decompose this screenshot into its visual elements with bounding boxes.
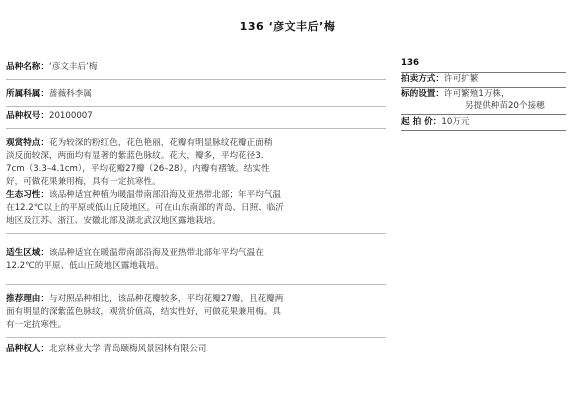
reason-line: 有一定抗寒性。 (6, 320, 67, 330)
auction-method-value: 许可扩繁 (443, 74, 479, 84)
ornamental-line: 7cm（3.3–4.1cm），平均花瓣27瓣（26–28），内瓣有褶皱。结实性 (6, 164, 270, 174)
reason-line: 与对照品种相比，该品种花瓣较多，平均花瓣27瓣，且花瓣两 (48, 294, 284, 304)
ornamental-label: 观赏特点： (6, 138, 49, 148)
right-number-value: 20100007 (48, 111, 93, 121)
start-price-value: 10万元 (441, 117, 470, 127)
reason-label: 推荐理由： (6, 294, 49, 304)
divider (6, 79, 386, 80)
owner-row (6, 343, 378, 356)
page-title: 136 ‘彦文丰后’梅 (239, 20, 336, 33)
divider (6, 233, 386, 234)
ornamental-section (6, 137, 378, 228)
divider (401, 114, 566, 115)
variety-name-value: ‘彦文丰后’梅 (48, 62, 98, 72)
lot-setting-value: 许可繁殖1万株， (443, 89, 510, 99)
divider (6, 337, 386, 338)
auction-method-label: 拍卖方式： (401, 74, 444, 84)
reason-section (6, 293, 378, 332)
divider (6, 128, 386, 129)
auction-method-row (401, 73, 478, 86)
owner-label: 品种权人： (6, 344, 49, 354)
habits-label: 生态习性： (6, 190, 49, 200)
ornamental-line: 好，可做花果兼用梅，具有一定抗寒性。 (6, 177, 161, 187)
habits-line: 该品种适宜种植为暖温带南部沿海及亚热带北部；年平均气温 (48, 190, 282, 200)
variety-name-row (6, 61, 378, 74)
habits-line: 在12.2℃以上的平原或低山丘陵地区。可在山东南部的青岛、日照、临沂 (6, 203, 285, 213)
divider (401, 130, 566, 131)
right-number-row (6, 110, 378, 123)
region-section (6, 247, 378, 273)
divider (6, 106, 386, 107)
lot-setting-label: 标的设置： (401, 89, 444, 99)
family-genus-value: 蔷薇科李属 (48, 89, 92, 99)
start-price-row (401, 116, 469, 129)
reason-line: 面有明显的深紫蓝色脉纹，观赏价值高，结实性好，可做花果兼用梅。具 (6, 307, 282, 317)
lot-setting-extra (401, 100, 545, 113)
right-number-label: 品种权号： (6, 111, 49, 121)
ornamental-line: 淡反面较深，两面均有显著的紫蓝色脉纹。花大，瓣多，平均花径3. (6, 151, 264, 161)
variety-name-label: 品种名称： (6, 62, 49, 72)
family-genus-label: 所属科属： (6, 89, 49, 99)
region-line: 12.2℃的平原、低山丘陵地区露地栽培。 (6, 261, 164, 271)
habits-line: 地区及江苏、浙江、安徽北部及湖北武汉地区露地栽培。 (6, 216, 221, 226)
start-price-label: 起 拍 价： (401, 117, 442, 127)
owner-value: 北京林业大学 青岛颐梅风景园林有限公司 (48, 344, 207, 354)
ornamental-line: 花为较深的粉红色，花色艳丽，花瓣有明显脉纹花瓣正面稍 (48, 138, 273, 148)
divider (6, 284, 386, 285)
region-line: 该品种适宜在暖温带南部沿海及亚热带北部年平均气温在 (48, 248, 264, 258)
lot-setting-value-2: 另提供种苗20个接穗 (465, 101, 545, 111)
region-label: 适生区域： (6, 248, 49, 258)
lot-number: 136 (401, 58, 419, 68)
family-genus-row (6, 88, 378, 101)
